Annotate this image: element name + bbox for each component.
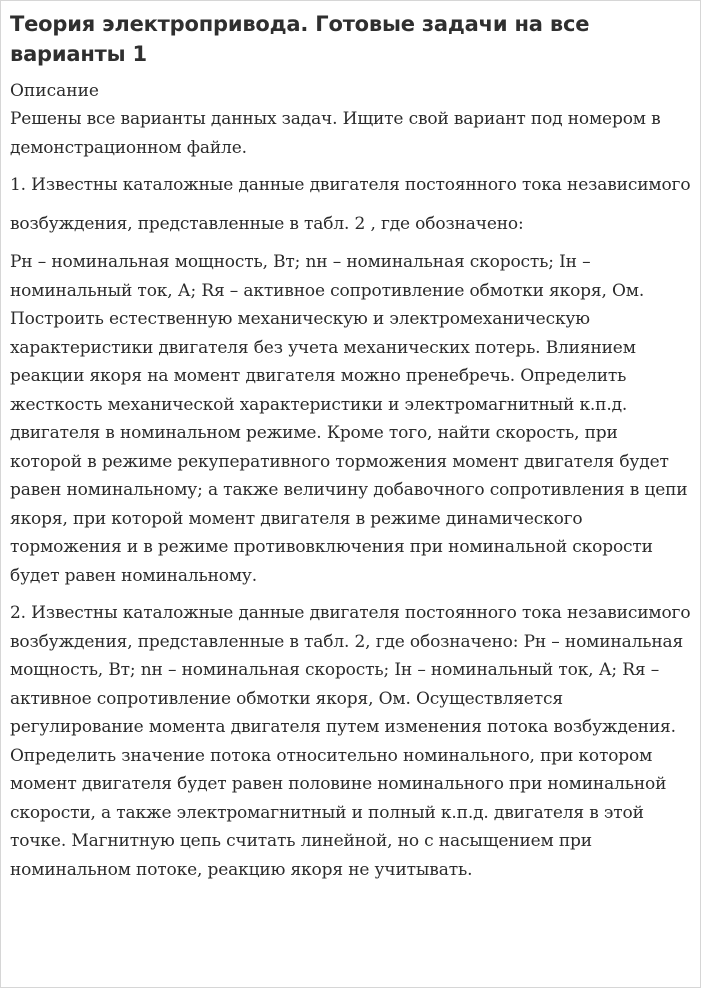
task-1-body-paragraph: Pн – номинальная мощность, Вт; nн – номинальная скорость; Iн – номинальный ток, А; Rя – активное сопротивление обмотки якоря, Ом. Построить естественную механическую и электромеханическую характеристики двигателя без учета механических потерь. Влиянием реакции якоря на момент двигателя можно пренебречь. Определить жесткость механической характеристики и электромагнитный к.п.д. двигателя в номинальном режиме. Кроме того, найти скорость, при которой в режиме рекуперативного торможения момент двигателя будет равен номинальному; а также величину добавочного сопротивления в цепи якоря, при которой момент двигателя в режиме динамического торможения и в режиме противовключения при номинальной скорости будет равен номинальному. bbox=[10, 252, 688, 586]
description-heading: Описание bbox=[10, 81, 99, 101]
task-1-continuation-paragraph: возбуждения, представленные в табл. 2 , где обозначено: bbox=[10, 213, 524, 234]
description-content bbox=[10, 9, 692, 884]
page-title: Теория электропривода. Готовые задачи на все варианты 1 bbox=[10, 12, 590, 66]
task-1-intro-paragraph: 1. Известны каталожные данные двигателя постоянного тока независимого bbox=[10, 175, 691, 195]
task-2-paragraph: 2. Известны каталожные данные двигателя постоянного тока независимого возбуждения, представленные в табл. 2, где обозначено: Pн – номинальная мощность, Вт; nн – номинальная скорость; Iн – номинальный ток, А; Rя – активное сопротивление обмотки якоря, Ом. Осуществляется регулирование момента двигателя путем изменения потока возбуждения. Определить значение потока относительно номинального, при котором момент двигателя будет равен половине номинального при номинальной скорости, а также электромагнитный и полный к.п.д. двигателя в этой точке. Магнитную цепь считать линейной, но с насыщением при номинальном потоке, реакцию якоря не учитывать. bbox=[10, 603, 691, 880]
intro-paragraph: Решены все варианты данных задач. Ищите свой вариант под номером в демонстрационном файле. bbox=[10, 109, 661, 158]
